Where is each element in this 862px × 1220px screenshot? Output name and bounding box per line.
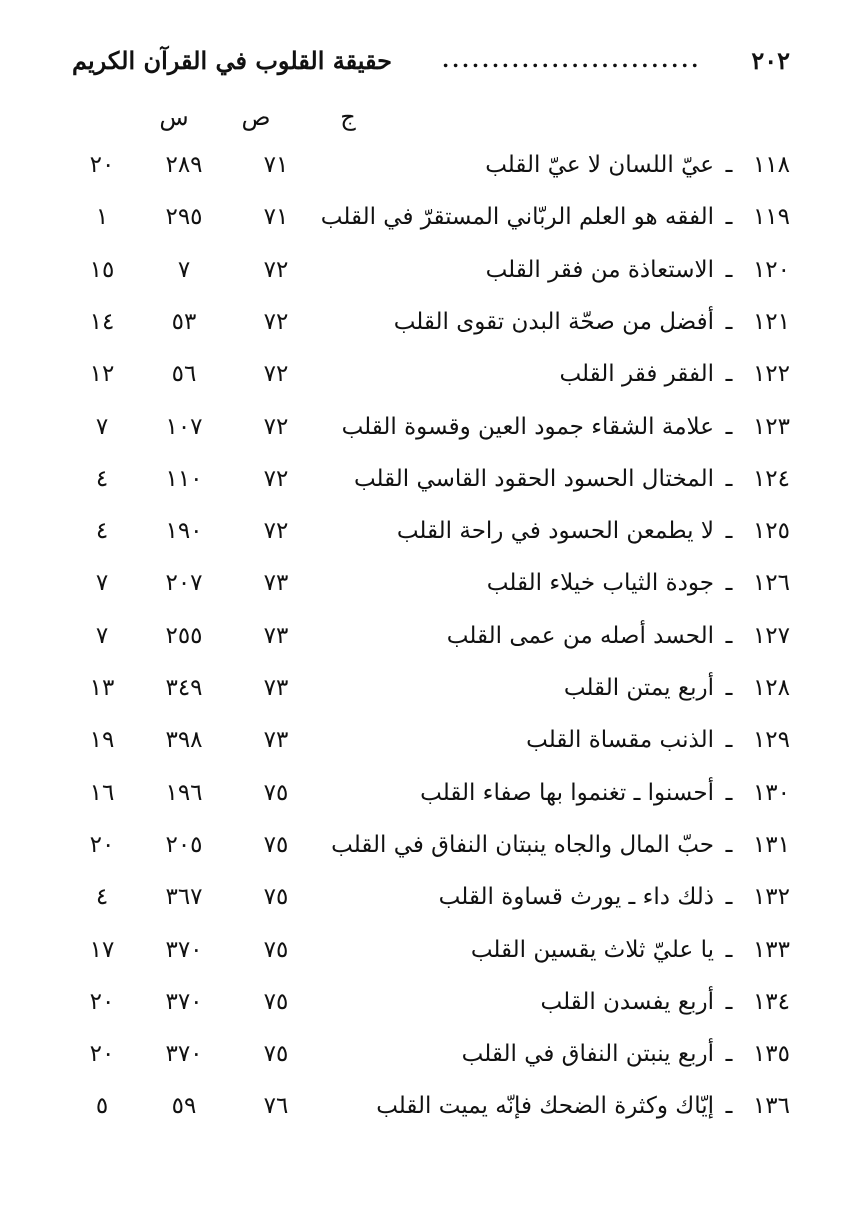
entry-number: ١٢٤ (752, 465, 790, 492)
entry-satr: ١٩ (89, 727, 115, 754)
entry-text: يا عليّ ثلاث يقسين القلب (470, 936, 714, 963)
entry-text: المختال الحسود الحقود القاسي القلب (353, 465, 714, 492)
entry-dash: ـ (725, 465, 733, 492)
entry-safha: ٣٦٧ (165, 884, 203, 911)
entry-juz: ٧٢ (263, 465, 289, 492)
entry-dash: ـ (725, 518, 733, 545)
index-entry (72, 1086, 790, 1126)
entry-satr: ١٣ (89, 675, 115, 701)
index-entry (72, 354, 790, 394)
entry-safha: ٣٩٨ (165, 727, 203, 754)
entry-satr: ٢٠ (89, 1041, 115, 1068)
entry-satr: ٤ (95, 465, 109, 492)
entry-juz: ٧٣ (263, 675, 289, 701)
book-title: حقيقة القلوب في القرآن الكريم (72, 45, 392, 75)
entry-number: ١١٨ (752, 152, 790, 178)
entry-safha: ٢٥٥ (165, 622, 203, 649)
entry-juz: ٧٢ (263, 308, 289, 335)
entry-satr: ١٢ (89, 361, 115, 388)
entry-text: أربع ينبتن النفاق في القلب (461, 1041, 714, 1068)
entry-juz: ٧٢ (263, 413, 289, 440)
entry-number: ١٢٨ (752, 675, 790, 701)
index-entry (72, 982, 790, 1022)
entry-dash: ـ (725, 622, 733, 649)
entry-text: أفضل من صحّة البدن تقوى القلب (393, 308, 714, 335)
entry-safha: ٣٤٩ (165, 675, 203, 701)
entry-text: أربع يمتن القلب (563, 675, 714, 701)
entry-satr: ٧ (95, 570, 109, 597)
index-entry (72, 668, 790, 708)
entry-number: ١٣١ (752, 831, 790, 858)
entry-dash: ـ (725, 152, 733, 178)
entry-number: ١٢٥ (752, 518, 790, 545)
entry-text: الاستعاذة من فقر القلب (485, 256, 714, 283)
entry-text: عيّ اللسان لا عيّ القلب (485, 152, 714, 178)
entry-dash: ـ (725, 308, 733, 335)
page-number: ٢٠٢ (751, 45, 790, 75)
entry-juz: ٧٥ (263, 936, 289, 963)
entry-text: الفقه هو العلم الربّاني المستقرّ في القلب (320, 204, 714, 231)
entry-juz: ٧١ (263, 204, 289, 231)
index-entry (72, 197, 790, 237)
entry-dash: ـ (725, 256, 733, 283)
entry-dash: ـ (725, 779, 733, 806)
entry-number: ١٣٢ (752, 884, 790, 911)
entry-number: ١٣٦ (752, 1093, 790, 1120)
entry-number: ١٣٥ (752, 1041, 790, 1068)
entry-safha: ٥٣ (171, 308, 197, 335)
entry-safha: ٧ (177, 256, 191, 283)
entry-number: ١٢٩ (752, 727, 790, 754)
entry-satr: ٤ (95, 884, 109, 911)
entry-satr: ١٥ (89, 256, 115, 283)
entry-safha: ٢٠٥ (165, 831, 203, 858)
entry-dash: ـ (725, 831, 733, 858)
entry-text: الفقر فقر القلب (559, 361, 714, 388)
entry-safha: ١١٠ (165, 465, 203, 492)
entry-juz: ٧١ (263, 152, 289, 178)
entry-juz: ٧٣ (263, 570, 289, 597)
entry-text: أربع يفسدن القلب (540, 988, 714, 1015)
entry-juz: ٧٥ (263, 779, 289, 806)
entry-number: ١٣٣ (752, 936, 790, 963)
entry-number: ١٢٢ (752, 361, 790, 388)
entry-text: إيّاك وكثرة الضحك فإنّه يميت القلب (376, 1093, 714, 1120)
entry-number: ١٢٣ (752, 413, 790, 440)
entry-dash: ـ (725, 675, 733, 701)
entry-juz: ٧٢ (263, 256, 289, 283)
entry-safha: ٣٧٠ (165, 988, 203, 1015)
entry-satr: ٢٠ (89, 988, 115, 1015)
entry-dash: ـ (725, 936, 733, 963)
running-header (72, 40, 790, 80)
entry-satr: ١٦ (89, 779, 115, 806)
entry-text: جودة الثياب خيلاء القلب (486, 570, 714, 597)
entry-satr: ١٧ (89, 936, 115, 963)
entry-satr: ٤ (95, 518, 109, 545)
entry-dash: ـ (725, 413, 733, 440)
index-entry (72, 302, 790, 342)
index-entry (72, 145, 790, 185)
entry-text: الحسد أصله من عمى القلب (446, 622, 714, 649)
entry-juz: ٧٦ (263, 1093, 289, 1120)
entry-juz: ٧٥ (263, 831, 289, 858)
entry-safha: ٣٧٠ (165, 936, 203, 963)
column-header-satr: س (159, 103, 189, 131)
column-header-safha: ص (241, 103, 271, 131)
entry-juz: ٧٣ (263, 727, 289, 754)
entry-number: ١٣٠ (752, 779, 790, 806)
index-entry (72, 407, 790, 447)
entry-satr: ٧ (95, 413, 109, 440)
index-entry (72, 773, 790, 813)
entry-safha: ٥٩ (171, 1093, 197, 1120)
entry-dash: ـ (725, 204, 733, 231)
entry-text: علامة الشقاء جمود العين وقسوة القلب (341, 413, 714, 440)
entry-text: لا يطمعن الحسود في راحة القلب (396, 518, 714, 545)
entry-safha: ١٠٧ (165, 413, 203, 440)
entry-juz: ٧٥ (263, 988, 289, 1015)
entry-text: الذنب مقساة القلب (526, 727, 714, 754)
entry-dash: ـ (725, 1093, 733, 1120)
entry-juz: ٧٣ (263, 622, 289, 649)
entry-juz: ٧٥ (263, 884, 289, 911)
entry-number: ١٢٧ (752, 622, 790, 649)
entry-number: ١٣٤ (752, 988, 790, 1015)
entry-satr: ٥ (95, 1093, 109, 1120)
entry-dash: ـ (725, 570, 733, 597)
entry-juz: ٧٢ (263, 361, 289, 388)
entry-text: أحسنوا ـ تغنموا بها صفاء القلب (420, 779, 714, 806)
entry-satr: ٢٠ (89, 152, 115, 178)
entry-satr: ١ (95, 204, 109, 231)
entry-text: حبّ المال والجاه ينبتان النفاق في القلب (331, 831, 714, 858)
index-entry (72, 459, 790, 499)
entry-dash: ـ (725, 988, 733, 1015)
index-entry (72, 825, 790, 865)
entry-number: ١٢٠ (752, 256, 790, 283)
entry-satr: ٢٠ (89, 831, 115, 858)
entry-safha: ٢٠٧ (165, 570, 203, 597)
entry-satr: ٧ (95, 622, 109, 649)
entry-number: ١١٩ (752, 204, 790, 231)
entry-dash: ـ (725, 1041, 733, 1068)
entry-dash: ـ (725, 361, 733, 388)
entry-safha: ١٩٠ (165, 518, 203, 545)
entry-satr: ١٤ (89, 308, 115, 335)
index-entry (72, 877, 790, 917)
entry-safha: ١٩٦ (165, 779, 203, 806)
index-entry (72, 1034, 790, 1074)
index-entry (72, 563, 790, 603)
entry-safha: ٢٩٥ (165, 204, 203, 231)
index-entry (72, 720, 790, 760)
column-header-juz: ج (340, 103, 356, 131)
index-entry (72, 511, 790, 551)
index-entry (72, 250, 790, 290)
index-entry (72, 930, 790, 970)
entry-safha: ٥٦ (171, 361, 197, 388)
entry-number: ١٢١ (752, 308, 790, 335)
entry-dash: ـ (725, 727, 733, 754)
entry-safha: ٢٨٩ (165, 152, 203, 178)
entry-juz: ٧٥ (263, 1041, 289, 1068)
entry-juz: ٧٢ (263, 518, 289, 545)
entry-text: ذلك داء ـ يورث قساوة القلب (438, 884, 714, 911)
header-dot-leader: .......................... (442, 48, 702, 72)
index-entry (72, 616, 790, 656)
entry-number: ١٢٦ (752, 570, 790, 597)
entry-safha: ٣٧٠ (165, 1041, 203, 1068)
entry-dash: ـ (725, 884, 733, 911)
